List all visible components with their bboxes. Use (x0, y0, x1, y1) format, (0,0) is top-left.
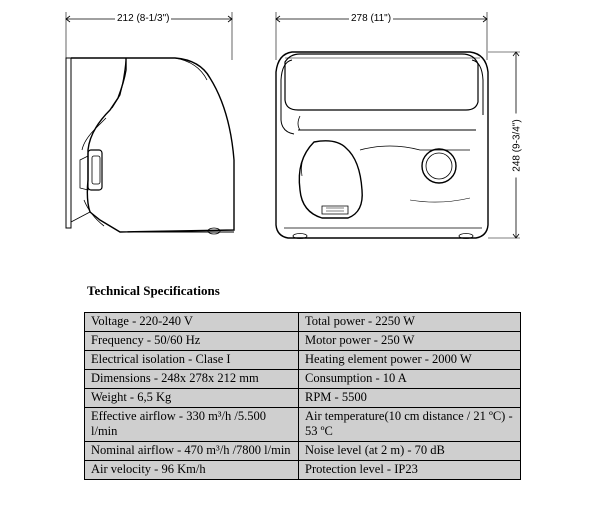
spec-cell: Weight - 6,5 Kg (85, 389, 299, 408)
spec-cell: Noise level (at 2 m) - 70 dB (299, 442, 521, 461)
table-row (85, 313, 521, 332)
height-dimension-label: 248 (9-3/4") (512, 114, 523, 178)
spec-cell: Nominal airflow - 470 m³/h /7800 l/min (85, 442, 299, 461)
section-title: Technical Specifications (87, 283, 220, 298)
spec-cell: Electrical isolation - Clase I (85, 351, 299, 370)
spec-cell: Heating element power - 2000 W (299, 351, 521, 370)
spec-cell: Motor power - 250 W (299, 332, 521, 351)
table-row (85, 389, 521, 408)
table-row (85, 461, 521, 480)
spec-cell: Protection level - IP23 (299, 461, 521, 480)
spec-cell: Total power - 2250 W (299, 313, 521, 332)
depth-dimension-label: 212 (8-1/3") (117, 13, 170, 24)
spec-cell: RPM - 5500 (299, 389, 521, 408)
spec-cell: Air temperature(10 cm distance / 21 ºC) - 53 ºC (299, 408, 521, 442)
spec-cell: Dimensions - 248x 278x 212 mm (85, 370, 299, 389)
width-dimension-label: 278 (11") (351, 13, 392, 24)
table-row (85, 351, 521, 370)
spec-cell: Voltage - 220-240 V (85, 313, 299, 332)
spec-cell: Air velocity - 96 Km/h (85, 461, 299, 480)
table-row (85, 408, 521, 442)
table-row (85, 370, 521, 389)
spec-cell: Frequency - 50/60 Hz (85, 332, 299, 351)
table-row (85, 442, 521, 461)
side-view (66, 12, 234, 234)
spec-cell: Effective airflow - 330 m³/h /5.500 l/min (85, 408, 299, 442)
front-view (276, 12, 520, 239)
spec-cell: Consumption - 10 A (299, 370, 521, 389)
specifications-table (84, 312, 521, 480)
table-row (85, 332, 521, 351)
